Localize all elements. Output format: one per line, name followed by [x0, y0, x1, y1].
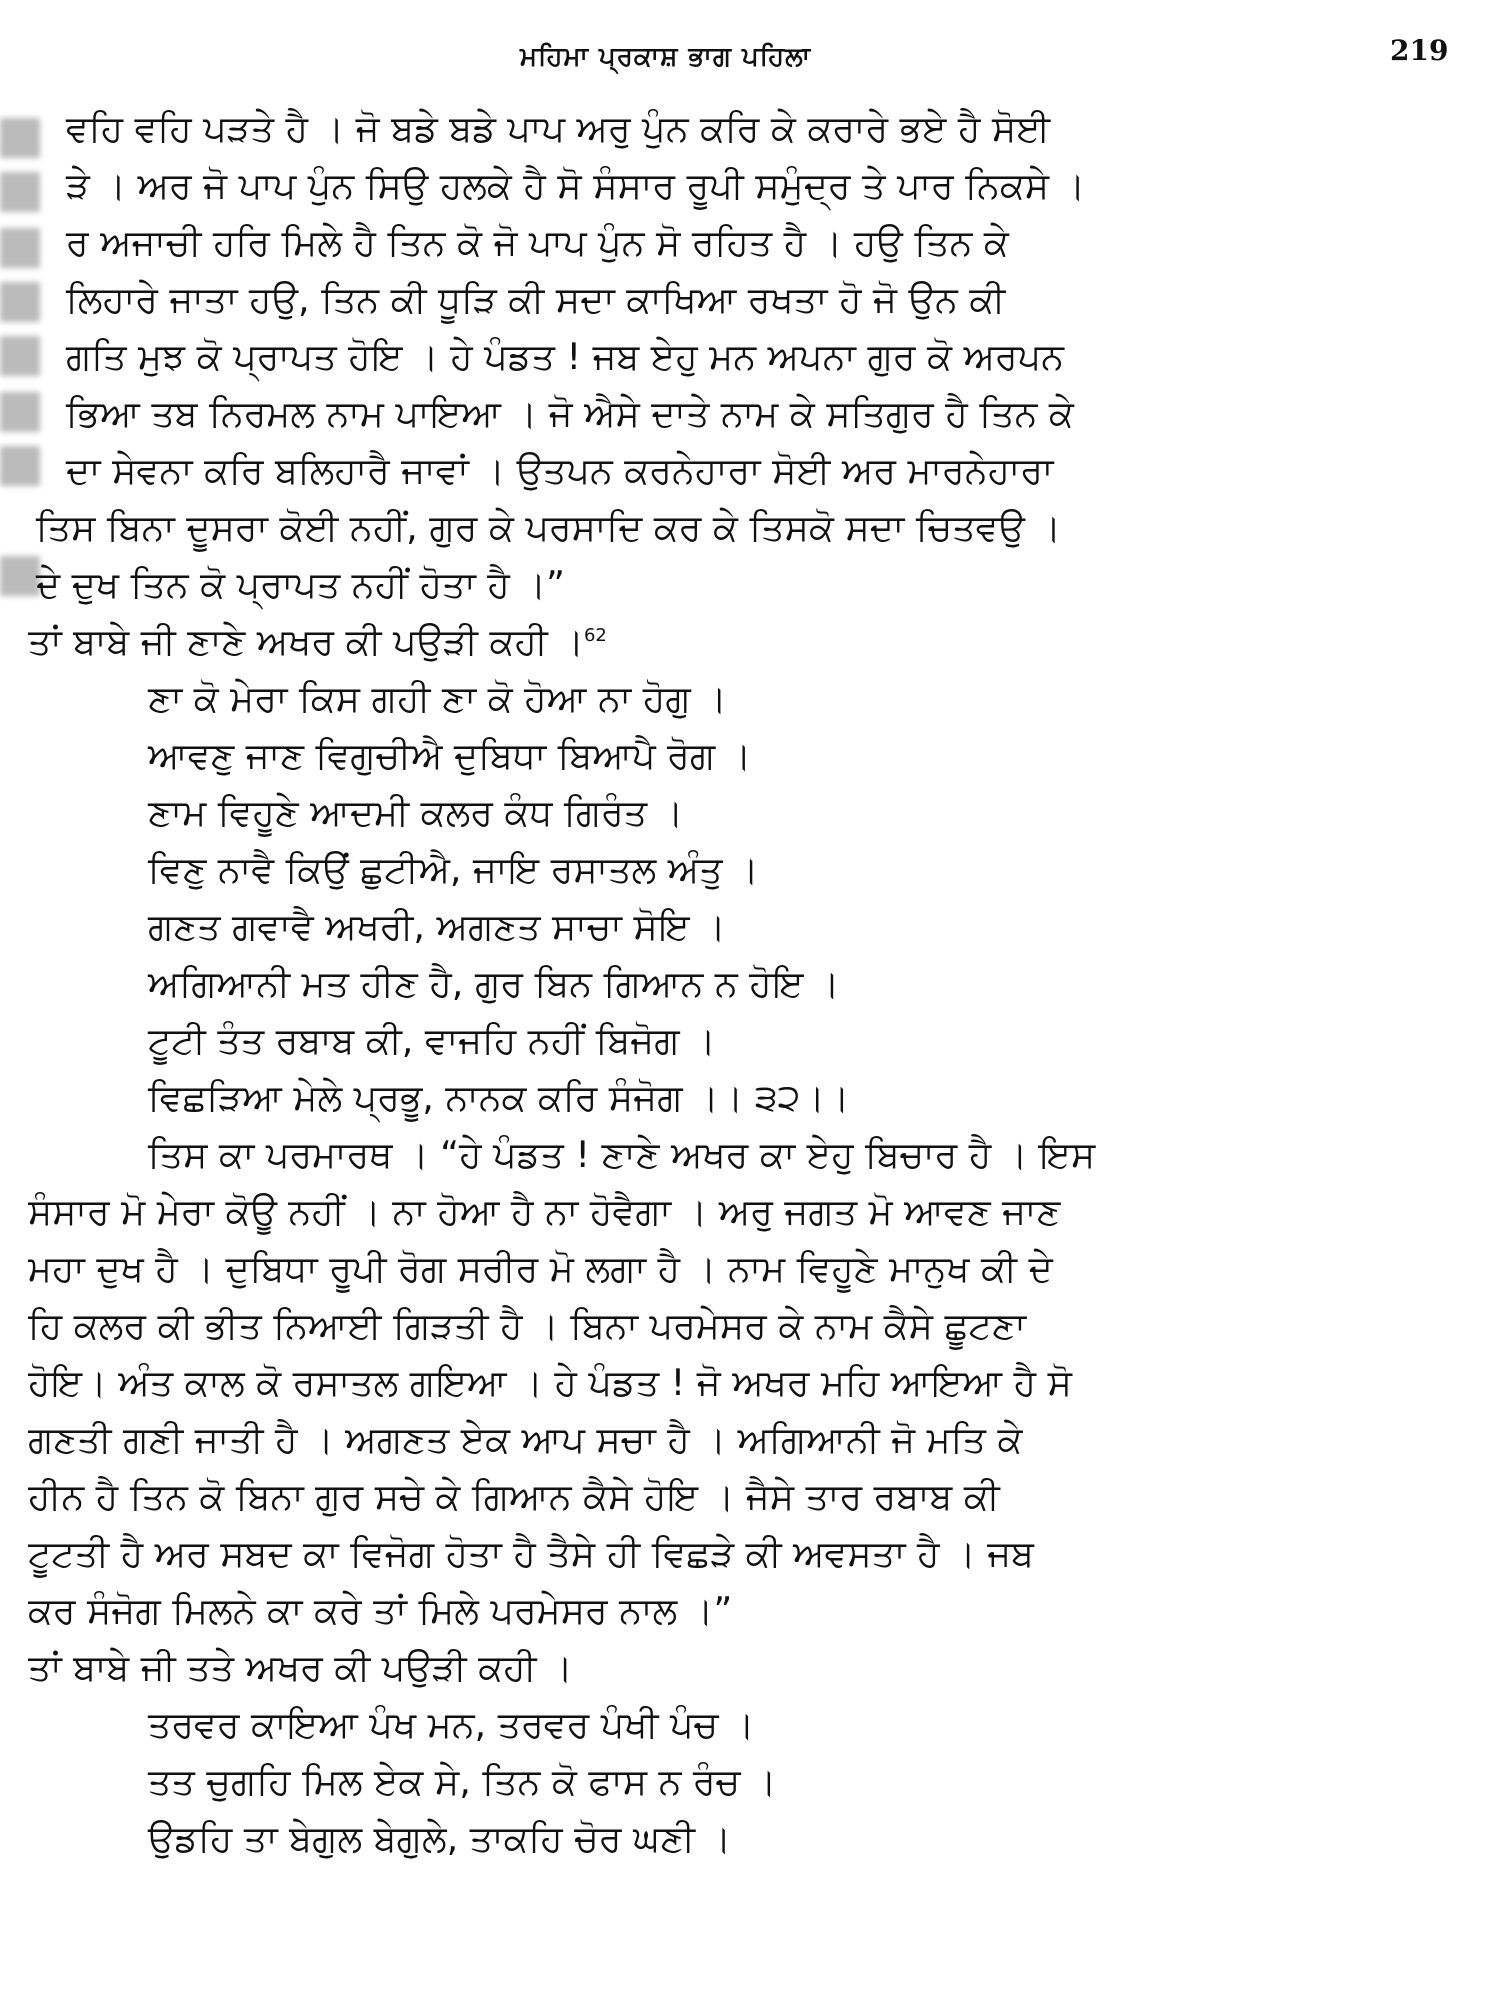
text-line: ਸੰਸਾਰ ਮੋ ਮੇਰਾ ਕੋਊ ਨਹੀਂ । ਨਾ ਹੋਆ ਹੈ ਨਾ ਹੋਵੈਗਾ । ਅਰੁ ਜਗਤ ਮੋ ਆਵਣ ਜਾਣ [28, 1190, 1061, 1233]
text-line: ਤਿਸ ਕਾ ਪਰਮਾਰਥ । “ਹੇ ਪੰਡਤ ! ਣਾਣੇ ਅਖਰ ਕਾ ਏਹੁ ਬਿਚਾਰ ਹੈ । ਇਸ [148, 1133, 1096, 1176]
text-line: ਰ ਅਜਾਚੀ ਹਰਿ ਮਿਲੇ ਹੈ ਤਿਨ ਕੋ ਜੋ ਪਾਪ ਪੁੰਨ ਸੋ ਰਹਿਤ ਹੈ । ਹਉ ਤਿਨ ਕੇ [66, 221, 1009, 264]
running-title: ਮਹਿਮਾ ਪ੍ਰਕਾਸ਼ ਭਾਗ ਪਹਿਲਾ [520, 42, 812, 72]
verse-block-1 [28, 670, 1458, 1126]
text-line: ਲਿਹਾਰੇ ਜਾਤਾ ਹਉ, ਤਿਨ ਕੀ ਧੂੜਿ ਕੀ ਸਦਾ ਕਾਖਿਆ ਰਖਤਾ ਹੋ ਜੋ ਉਨ ਕੀ [66, 278, 1006, 321]
verse-line: ਵਿਛੜਿਆ ਮੇਲੇ ਪ੍ਰਭੂ, ਨਾਨਕ ਕਰਿ ਸੰਜੋਗ ।। ੩੨।। [148, 1076, 850, 1119]
verse-line: ਵਿਣੁ ਨਾਵੈ ਕਿਉਂ ਛੁਟੀਐ, ਜਾਇ ਰਸਾਤਲ ਅੰਤੁ । [148, 848, 759, 891]
text-line: ਤਿਸ ਬਿਨਾ ਦੂਸਰਾ ਕੋਈ ਨਹੀਂ, ਗੁਰ ਕੇ ਪਰਸਾਦਿ ਕਰ ਕੇ ਤਿਸਕੋ ਸਦਾ ਚਿਤਵਉ । [36, 506, 1062, 549]
text-line: ਦਾ ਸੇਵਨਾ ਕਰਿ ਬਲਿਹਾਰੈ ਜਾਵਾਂ । ਉਤਪਨ ਕਰਨੇਹਾਰਾ ਸੋਈ ਅਰ ਮਾਰਨੇਹਾਰਾ [66, 449, 1054, 492]
verse-line: ਉਡਹਿ ਤਾ ਬੇਗੁਲ ਬੇਗੁਲੇ, ਤਾਕਹਿ ਚੋਰ ਘਣੀ । [148, 1817, 732, 1860]
text-line: ਟੂਟਤੀ ਹੈ ਅਰ ਸਬਦ ਕਾ ਵਿਜੋਗ ਹੋਤਾ ਹੈ ਤੈਸੇ ਹੀ ਵਿਛੜੇ ਕੀ ਅਵਸਤਾ ਹੈ । ਜਬ [28, 1532, 1034, 1575]
verse-line: ਤਤ ਚੁਗਹਿ ਮਿਲ ਏਕ ਸੇ, ਤਿਨ ਕੋ ਫਾਸ ਨ ਰੰਚ । [148, 1760, 777, 1803]
footnote-marker: 62 [583, 624, 607, 646]
verse-line: ਆਵਣੁ ਜਾਣ ਵਿਗੁਚੀਐ ਦੁਬਿਧਾ ਬਿਆਪੈ ਰੋਗ । [148, 734, 752, 777]
body-text [28, 100, 1458, 1867]
page-number: 219 [1390, 34, 1449, 67]
text-line: ਭਿਆ ਤਬ ਨਿਰਮਲ ਨਾਮ ਪਾਇਆ । ਜੋ ਐਸੇ ਦਾਤੇ ਨਾਮ ਕੇ ਸਤਿਗੁਰ ਹੈ ਤਿਨ ਕੇ [66, 392, 1074, 435]
text-line: ਗਣਤੀ ਗਣੀ ਜਾਤੀ ਹੈ । ਅਗਣਤ ਏਕ ਆਪ ਸਚਾ ਹੈ । ਅਗਿਆਨੀ ਜੋ ਮਤਿ ਕੇ [28, 1418, 1023, 1461]
text-line: ਹਿ ਕਲਰ ਕੀ ਭੀਤ ਨਿਆਈ ਗਿੜਤੀ ਹੈ । ਬਿਨਾ ਪਰਮੇਸਰ ਕੇ ਨਾਮ ਕੈਸੇ ਛੂਟਣਾ [28, 1304, 1027, 1347]
verse-line: ਣਾਮ ਵਿਹੂਣੇ ਆਦਮੀ ਕਲਰ ਕੰਧ ਗਿਰੰਤ । [148, 791, 684, 834]
verse-line: ਗਣਤ ਗਵਾਵੈ ਅਖਰੀ, ਅਗਣਤ ਸਾਚਾ ਸੋਇ । [148, 905, 726, 948]
text-line: ੜੇ । ਅਰ ਜੋ ਪਾਪ ਪੁੰਨ ਸਿਉ ਹਲਕੇ ਹੈ ਸੋ ਸੰਸਾਰ ਰੂਪੀ ਸਮੁੰਦ੍ਰ ਤੇ ਪਾਰ ਨਿਕਸੇ । [66, 164, 1086, 207]
text-line: ਗਤਿ ਮੁਝ ਕੋ ਪ੍ਰਾਪਤ ਹੋਇ । ਹੇ ਪੰਡਤ ! ਜਬ ਏਹੁ ਮਨ ਅਪਨਾ ਗੁਰ ਕੋ ਅਰਪਨ [66, 335, 1064, 378]
text-line: ਹੀਨ ਹੈ ਤਿਨ ਕੋ ਬਿਨਾ ਗੁਰ ਸਚੇ ਕੇ ਗਿਆਨ ਕੈਸੇ ਹੋਇ । ਜੈਸੇ ਤਾਰ ਰਬਾਬ ਕੀ [28, 1475, 1000, 1518]
text-line: ਮਹਾ ਦੁਖ ਹੈ । ਦੁਬਿਧਾ ਰੂਪੀ ਰੋਗ ਸਰੀਰ ਮੋ ਲਗਾ ਹੈ । ਨਾਮ ਵਿਹੂਣੇ ਮਾਨੁਖ ਕੀ ਦੇ [28, 1247, 1053, 1290]
verse-intro [28, 613, 1458, 670]
verse-block-2 [28, 1696, 1458, 1867]
verse-line: ਟੂਟੀ ਤੰਤ ਰਬਾਬ ਕੀ, ਵਾਜਹਿ ਨਹੀਂ ਬਿਜੋਗ । [148, 1019, 716, 1062]
page-header [0, 34, 1500, 74]
paragraph-explanation-2 [28, 1126, 1458, 1639]
verse-line: ਅਗਿਆਨੀ ਮਤ ਹੀਣ ਹੈ, ਗੁਰ ਬਿਨ ਗਿਆਨ ਨ ਹੋਇ । [148, 962, 840, 1005]
verse-line: ਤਰਵਰ ਕਾਇਆ ਪੰਖ ਮਨ, ਤਰਵਰ ਪੰਖੀ ਪੰਚ । [148, 1703, 755, 1746]
text-line: ਦੇ ਦੁਖ ਤਿਨ ਕੋ ਪ੍ਰਾਪਤ ਨਹੀਂ ਹੋਤਾ ਹੈ ।” [36, 563, 565, 606]
text-line: ਹੋਇ। ਅੰਤ ਕਾਲ ਕੋ ਰਸਾਤਲ ਗਇਆ । ਹੇ ਪੰਡਤ ! ਜੋ ਅਖਰ ਮਹਿ ਆਇਆ ਹੈ ਸੋ [28, 1361, 1072, 1404]
paragraph-explanation-1 [28, 100, 1458, 613]
text-line: ਵਹਿ ਵਹਿ ਪੜਤੇ ਹੈ । ਜੋ ਬਡੇ ਬਡੇ ਪਾਪ ਅਰੁ ਪੁੰਨ ਕਰਿ ਕੇ ਕਰਾਰੇ ਭਏ ਹੈ ਸੋਈ [66, 107, 1051, 150]
verse-line: ਣਾ ਕੋ ਮੇਰਾ ਕਿਸ ਗਹੀ ਣਾ ਕੋ ਹੋਆ ਨਾ ਹੋਗੁ । [148, 677, 727, 720]
text-line: ਕਰ ਸੰਜੋਗ ਮਿਲਨੇ ਕਾ ਕਰੇ ਤਾਂ ਮਿਲੇ ਪਰਮੇਸਰ ਨਾਲ ।” [28, 1589, 733, 1632]
verse-intro: ਤਾਂ ਬਾਬੇ ਜੀ ਤਤੇ ਅਖਰ ਕੀ ਪਉੜੀ ਕਹੀ । [28, 1646, 573, 1689]
verse-intro-text: ਤਾਂ ਬਾਬੇ ਜੀ ਣਾਣੇ ਅਖਰ ਕੀ ਪਉੜੀ ਕਹੀ । [28, 620, 584, 663]
